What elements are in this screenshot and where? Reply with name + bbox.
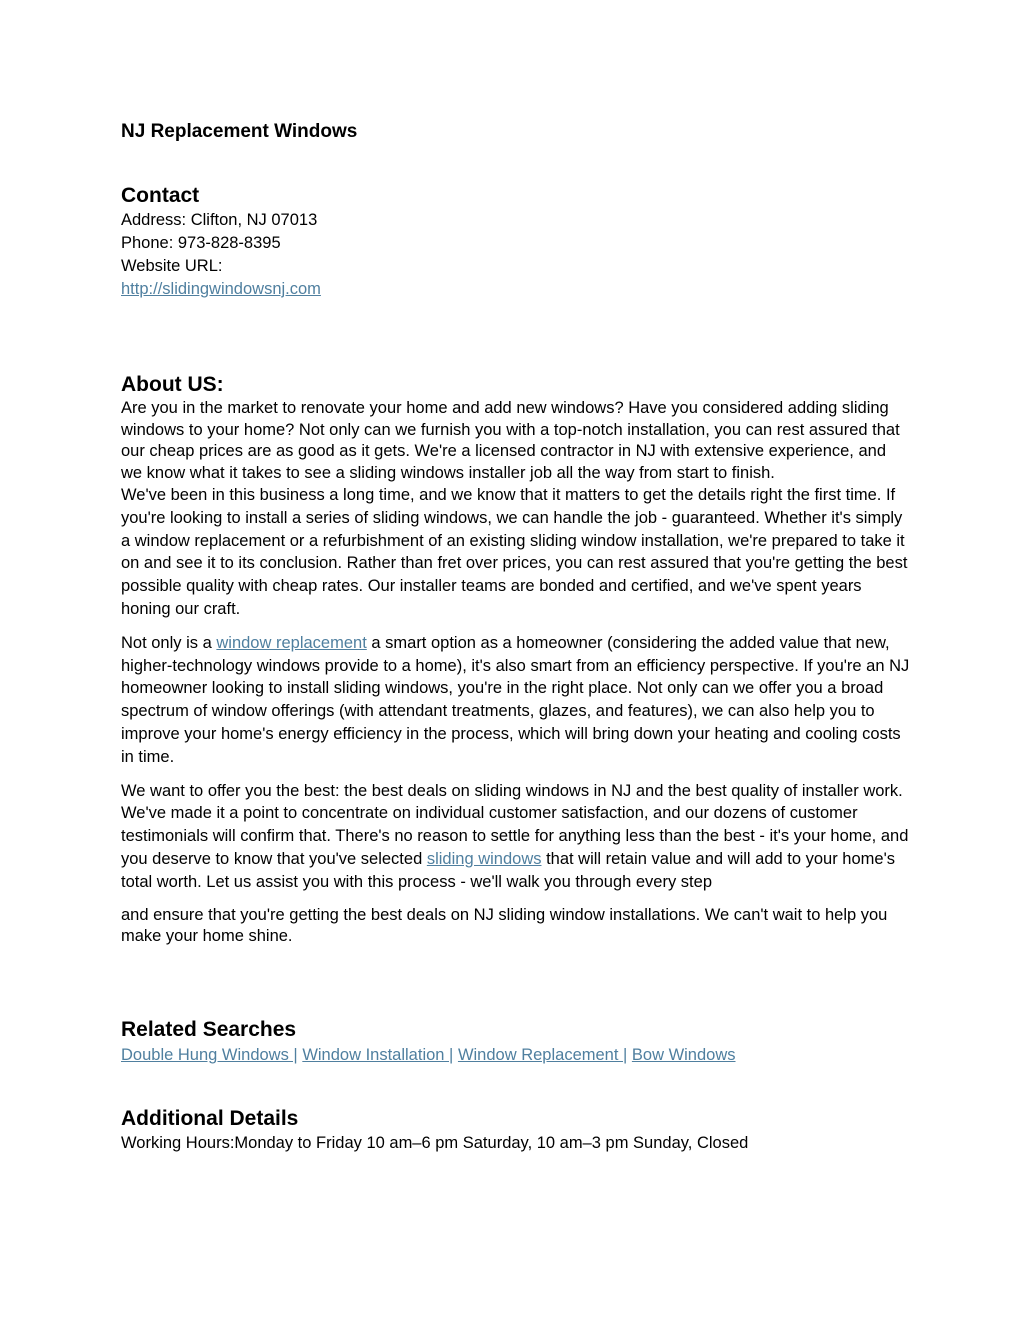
related-link-window-replacement[interactable]: Window Replacement | <box>457 1046 628 1064</box>
window-replacement-link[interactable]: window replacement <box>216 633 367 652</box>
related-links-row <box>121 1043 736 1067</box>
related-searches-heading: Related Searches <box>121 1018 297 1041</box>
about-paragraph-3-text-before: Not only is a <box>121 633 217 652</box>
contact-website-label: Website URL: <box>121 257 223 275</box>
related-link-double-hung-windows[interactable]: Double Hung Windows | <box>121 1046 298 1064</box>
about-paragraph-3-text-after: a smart option as a homeowner (considering the added value that new, higher-technology windows provide to a home), it's also smart from an efficiency perspective. If you're an NJ homeowner looking to install sliding windows, you're in the right place. Not only can we offer you a broad spectrum of window offerings (with attendant treatments, glazes, and features), we can also help you to improve your home's energy efficiency in the process, which will bring down your heating and cooling costs in time. <box>121 633 910 766</box>
about-paragraph-2: We've been in this business a long time, and we know that it matters to get the details right the first time. If you're looking to install a series of sliding windows, we can handle the job - guaranteed. Whether it's simply a window replacement or a refurbishment of an existing sliding window installation, we're prepared to take it on and see it to its conclusion. Rather than fret over prices, you can rest assured that you're getting the best possible quality with cheap rates. Our installer teams are bonded and certified, and we've spent years honing our craft. <box>121 486 908 618</box>
related-link-bow-windows[interactable]: Bow Windows <box>631 1046 736 1064</box>
sliding-windows-link[interactable]: sliding windows <box>426 849 542 868</box>
contact-heading: Contact <box>121 184 200 207</box>
contact-phone: Phone: 973-828-8395 <box>121 234 281 252</box>
about-paragraph-1: Are you in the market to renovate your home and add new windows? Have you considered adding sliding windows to your home? Not only can we furnish you with a top-notch installation, you can rest assured that our cheap prices are as good as it gets. We're a licensed contractor in NJ with extensive experience, and we know what it takes to see a sliding windows installer job all the way from start to finish. <box>121 399 900 482</box>
about-section <box>121 372 911 948</box>
about-paragraph-3 <box>121 632 911 769</box>
about-heading: About US: <box>121 373 224 396</box>
working-hours: Working Hours:Monday to Friday 10 am–6 pm Saturday, 10 am–3 pm Sunday, Closed <box>121 1134 749 1152</box>
contact-website-row <box>121 278 321 301</box>
additional-details-section <box>121 1106 748 1155</box>
contact-section <box>121 183 321 301</box>
about-paragraph-4 <box>121 780 911 894</box>
additional-details-heading: Additional Details <box>121 1107 299 1130</box>
related-searches-section <box>121 1017 736 1067</box>
about-paragraph-5: and ensure that you're getting the best deals on NJ sliding window installations. We can't wait to help you make your home shine. <box>121 905 888 946</box>
website-link[interactable]: http://slidingwindowsnj.com <box>121 280 321 298</box>
page-title: NJ Replacement Windows <box>121 121 358 142</box>
about-paragraph-4-text-after: that will retain value and will add to your home's total worth. Let us assist you with this process - we'll walk you through every step <box>121 849 895 891</box>
contact-address: Address: Clifton, NJ 07013 <box>121 211 318 229</box>
about-paragraph-4-text-before: We want to offer you the best: the best deals on sliding windows in NJ and the best quality of installer work. We've made it a point to concentrate on individual customer satisfaction, and our dozens of customer testimonials will confirm that. There's no reason to settle for anything less than the best - it's your home, and you deserve to know that you've selected <box>121 781 909 868</box>
related-link-window-installation[interactable]: Window Installation | <box>302 1046 454 1064</box>
